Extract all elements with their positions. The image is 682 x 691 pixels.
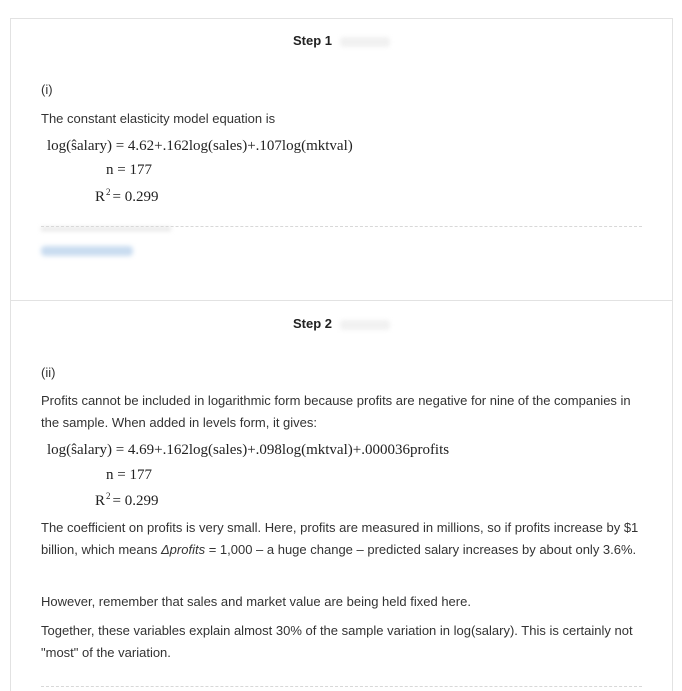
step-2-header xyxy=(11,316,672,331)
step-1-blurred-line xyxy=(41,227,171,231)
step-2-intro: Profits cannot be included in logarithmic form because profits are negative for nine of the companies in the sample. When added in levels form, it gives: xyxy=(41,393,631,430)
step-1-intro: The constant elasticity model equation is xyxy=(41,111,276,126)
step-1-comments-link[interactable] xyxy=(41,246,133,256)
step-1-part-label: (i) xyxy=(41,82,53,97)
step-2-paragraph-1: The coefficient on profits is very small. Here, profits are measured in millions, so if profits increase by $1 billion, which means Δprofits = 1,000 – a huge change – predicted salary increases by about only 3.6%. xyxy=(41,520,639,557)
step-1-divider xyxy=(41,226,642,227)
step-1-equation-n: n = 177 xyxy=(106,162,152,178)
step-1-equation-r2: $R^2 = 0.299$ xyxy=(95,187,159,205)
step-2-paragraph-3: Together, these variables explain almost 30% of the sample variation in log(salary). This is certainly not "most" of the variation. xyxy=(41,623,633,660)
step-2-equation-r2: $R^2 = 0.299$ xyxy=(95,491,159,509)
step-2-equation-n: n = 177 xyxy=(106,467,152,483)
step-2-paragraph-2: However, remember that sales and market value are being held fixed here. xyxy=(41,594,471,609)
step-1-header xyxy=(11,33,672,48)
step-1-blurred-meta xyxy=(340,37,390,47)
step-2-card xyxy=(10,300,673,691)
step-2-blurred-meta xyxy=(340,320,390,330)
step-2-divider xyxy=(41,686,642,687)
step-2-equation-main: log(ŝalary) = 4.69+.162log(sales)+.098log(mktval)+.000036profits xyxy=(47,442,450,458)
step-1-card xyxy=(10,18,673,301)
step-2-title: Step 2 xyxy=(292,316,332,331)
step-1-equation-main: log(ŝalary) = 4.62+.162log(sales)+.107log(mktval) xyxy=(47,138,353,154)
step-2-part-label: (ii) xyxy=(41,365,56,380)
step-1-title: Step 1 xyxy=(292,33,332,48)
